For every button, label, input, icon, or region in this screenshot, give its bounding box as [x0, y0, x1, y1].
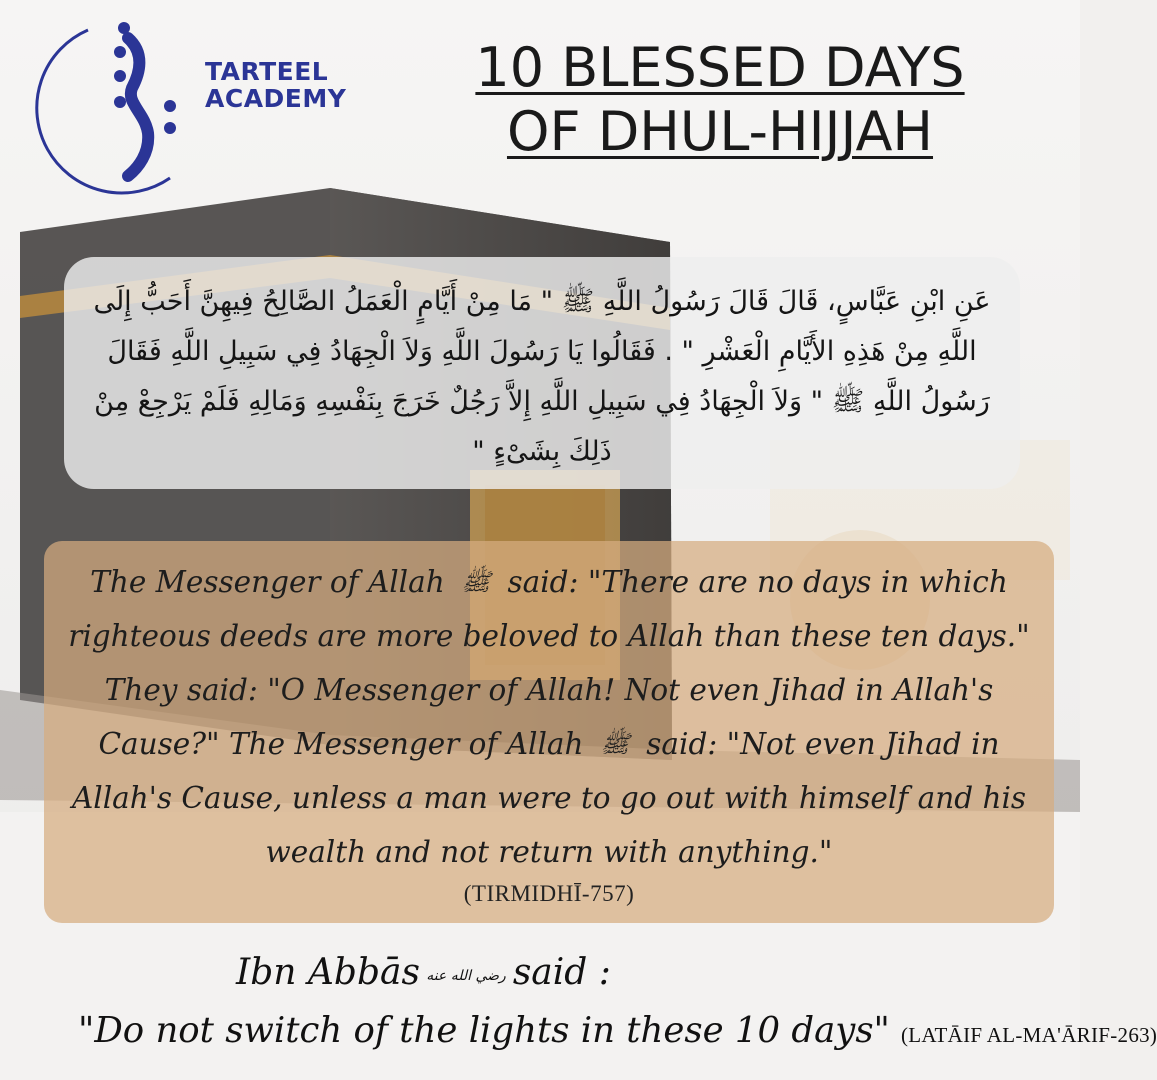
- hadith-part-3: said: "Not even Jihad in Allah's Cause, unless a man were to go out with himself and his wealth and not return with anything.": [71, 727, 1027, 869]
- pbuh-calligraphy-icon-2: [593, 721, 637, 758]
- english-hadith-card: [44, 541, 1054, 923]
- english-hadith-text: [64, 555, 1034, 879]
- ra-glyph: رضي الله عنه: [426, 968, 507, 984]
- brand-line-2: ACADEMY: [205, 84, 347, 113]
- title-line-1: 10 BLESSED DAYS: [475, 36, 965, 99]
- brand-line-1: TARTEEL: [205, 57, 329, 86]
- pbuh-calligraphy-icon: [454, 559, 498, 596]
- ibn-abbas-name: Ibn Abbās: [236, 952, 420, 993]
- radiallahu-anhu-calligraphy-icon: [426, 954, 507, 990]
- hadith-part-1: The Messenger of Allah: [90, 565, 445, 599]
- ibn-abbas-quote-line: [78, 1010, 1157, 1051]
- pbuh-glyph-2: ﷺ: [600, 730, 630, 758]
- pbuh-glyph: ﷺ: [461, 568, 491, 596]
- tarteel-academy-logo: [20, 18, 200, 193]
- page-title: [420, 36, 1020, 164]
- ibn-abbas-attribution: [236, 952, 611, 993]
- ibn-abbas-quote: "Do not switch of the lights in these 10 days": [78, 1010, 890, 1051]
- title-line-2: OF DHUL-HIJJAH: [506, 100, 934, 163]
- ibn-abbas-said: said :: [512, 952, 611, 993]
- brand-name: [205, 58, 346, 112]
- arabic-hadith-card: [64, 257, 1020, 489]
- hadith-source: (TIRMIDHĪ-757): [463, 881, 635, 906]
- quote-source: (LATĀIF AL-MA'ĀRIF-263): [900, 1023, 1157, 1047]
- arabic-hadith-text: عَنِ ابْنِ عَبَّاسٍ، قَالَ قَالَ رَسُولُ اللَّهِ ﷺ " مَا مِنْ أَيَّامٍ الْعَمَلُ الصَّالِحُ فِيهِنَّ أَحَبُّ إِلَى اللَّهِ مِنْ هَذِهِ الأَيَّامِ الْعَشْرِ " . فَقَالُوا يَا رَسُولَ اللَّهِ وَلاَ الْجِهَادُ فِي سَبِيلِ اللَّهِ فَقَالَ رَسُولُ اللَّهِ ﷺ " وَلاَ الْجِهَادُ فِي سَبِيلِ اللَّهِ إِلاَّ رَجُلٌ خَرَجَ بِنَفْسِهِ وَمَالِهِ فَلَمْ يَرْجِعْ مِنْ ذَلِكَ بِشَىْءٍ ": [93, 286, 991, 467]
- hadith-part-2: said: "There are no days in which righteous deeds are more beloved to Allah than these ten days." They said: "O Messenger of Allah! Not even Jihad in Allah's Cause?" The Messenger of Allah: [68, 565, 1030, 761]
